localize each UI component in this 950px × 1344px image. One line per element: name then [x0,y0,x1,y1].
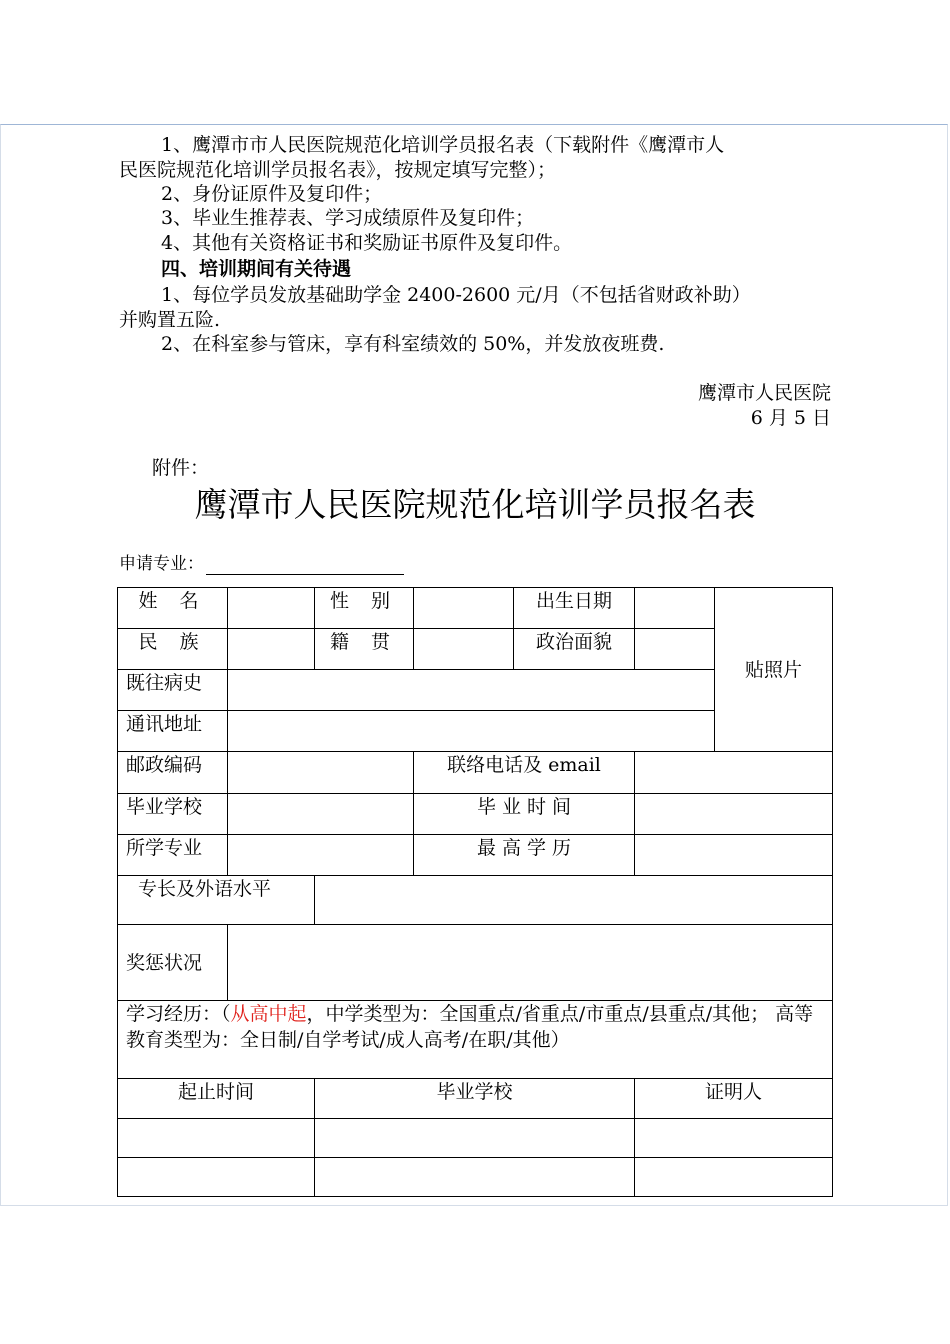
study-row-2-period[interactable] [118,1158,315,1197]
graduate-school-label: 毕业学校 [118,794,228,835]
contact-value[interactable] [635,752,833,794]
photo-box[interactable]: 贴照片 [715,588,833,752]
registration-form-table [117,587,833,1197]
political-status-label: 政治面貌 [514,629,635,670]
apply-major-label: 申请专业： [119,554,204,574]
skills-language-value[interactable] [315,876,833,925]
name-value[interactable] [228,588,315,629]
birth-date-value[interactable] [635,588,715,629]
ethnicity-label: 民 族 [118,629,228,670]
skills-language-label: 专长及外语水平 [118,876,315,925]
benefit-2: 2、在科室参与管床，享有科室绩效的 50%，并发放夜班费. [161,333,665,355]
name-label: 姓 名 [118,588,228,629]
highest-degree-value[interactable] [635,835,833,876]
study-from-high-school: 从高中起 [230,1003,307,1025]
item-1-line-1: 1、鹰潭市市人民医院规范化培训学员报名表（下载附件《鹰潭市人 [161,134,725,156]
form-title: 鹰潭市人民医院规范化培训学员报名表 [194,485,756,524]
item-4: 4、其他有关资格证书和奖励证书原件及复印件。 [161,232,573,254]
benefit-1-line-2: 并购置五险. [119,309,221,331]
benefit-1-line-1: 1、每位学员发放基础助学金 2400-2600 元/月（不包括省财政补助） [161,284,751,306]
postal-code-label: 邮政编码 [118,752,228,794]
rewards-label: 奖惩状况 [118,925,228,1001]
contact-label: 联络电话及 email [414,752,635,794]
signature-date: 6 月 5 日 [750,407,831,429]
item-1-line-2: 民医院规范化培训学员报名表》，按规定填写完整）； [119,159,557,181]
study-row-1-period[interactable] [118,1119,315,1158]
section-4-heading: 四、培训期间有关待遇 [161,258,352,280]
postal-code-value[interactable] [228,752,414,794]
col-period-header: 起止时间 [118,1079,315,1119]
item-2: 2、身份证原件及复印件； [161,183,383,205]
native-place-value[interactable] [414,629,514,670]
graduate-school-value[interactable] [228,794,414,835]
col-witness-header: 证明人 [635,1079,833,1119]
rewards-value[interactable] [228,925,833,1001]
ethnicity-value[interactable] [228,629,315,670]
birth-date-label: 出生日期 [514,588,635,629]
medical-history-label: 既往病史 [118,670,228,711]
native-place-label: 籍 贯 [315,629,414,670]
study-types: ，中学类型为：全国重点/省重点/市重点/县重点/其他； 高等教育类型为：全日制/自学考试/成人高考/在职/其他） [126,1003,814,1051]
graduation-time-label: 毕 业 时 间 [414,794,635,835]
study-row-1-school[interactable] [315,1119,635,1158]
col-school-header: 毕业学校 [315,1079,635,1119]
address-label: 通讯地址 [118,711,228,752]
highest-degree-label: 最 高 学 历 [414,835,635,876]
study-row-2-witness[interactable] [635,1158,833,1197]
gender-label: 性 别 [315,588,414,629]
study-prefix: 学习经历：（ [126,1003,231,1025]
major-label: 所学专业 [118,835,228,876]
apply-major-blank[interactable] [206,558,404,575]
major-value[interactable] [228,835,414,876]
medical-history-value[interactable] [228,670,715,711]
gender-value[interactable] [414,588,514,629]
address-value[interactable] [228,711,715,752]
apply-major-line [119,553,404,575]
attachment-label: 附件： [152,457,210,479]
political-status-value[interactable] [635,629,715,670]
signature-org: 鹰潭市人民医院 [697,382,831,404]
study-row-2-school[interactable] [315,1158,635,1197]
graduation-time-value[interactable] [635,794,833,835]
item-3: 3、毕业生推荐表、学习成绩原件及复印件； [161,207,535,229]
study-history-instructions [118,1001,833,1079]
study-row-1-witness[interactable] [635,1119,833,1158]
